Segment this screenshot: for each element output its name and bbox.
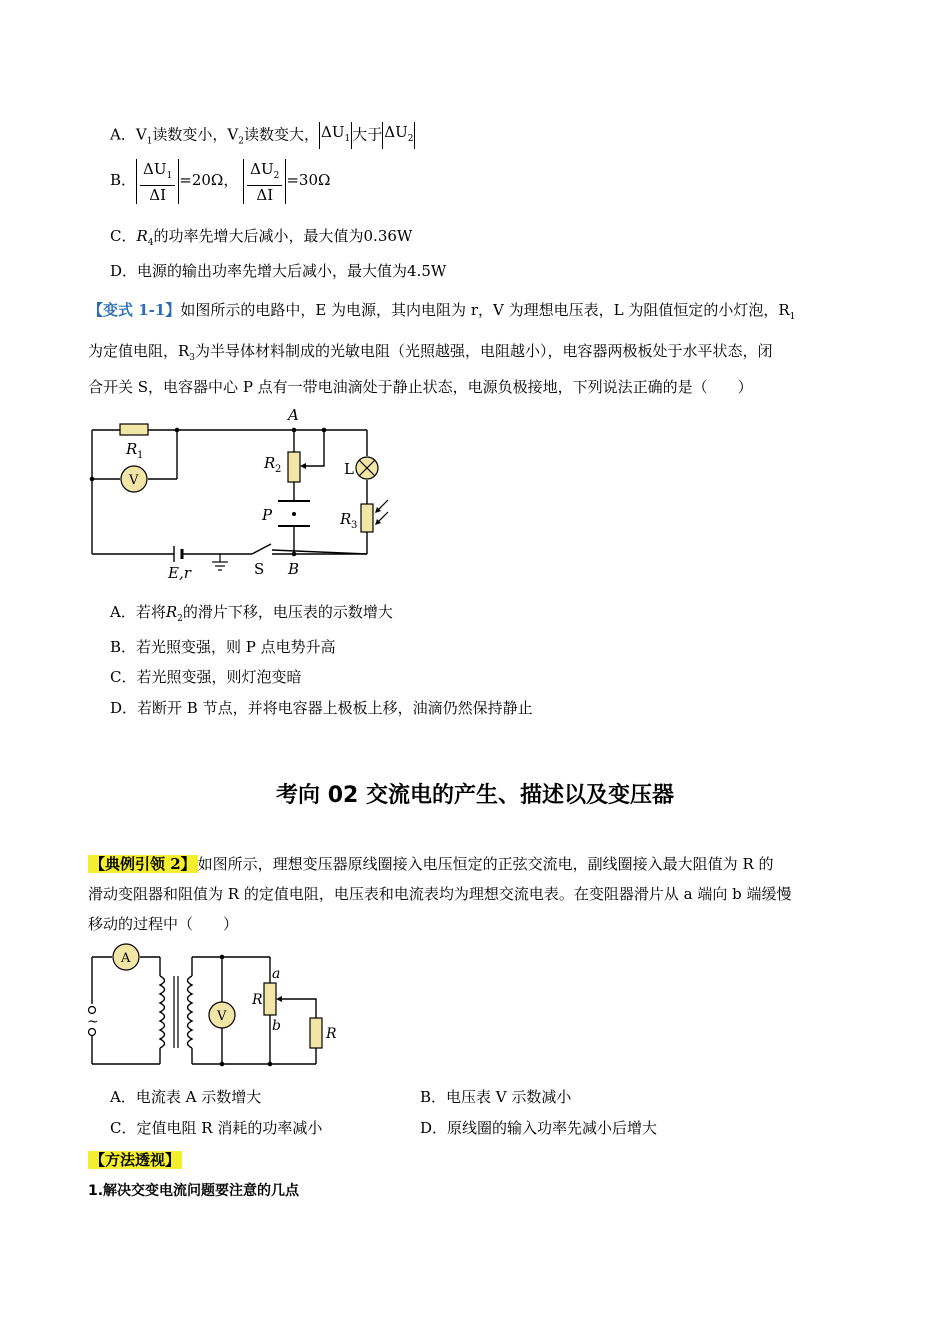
oil-drop-icon — [292, 512, 296, 516]
label-fixed-resistor: R — [326, 1026, 337, 1042]
rheostat — [264, 983, 276, 1015]
variant-line-3: 合开关 S，电容器中心 P 点有一带电油滴处于静止状态，电源负极接地，下列说法正确的是（ ） — [88, 378, 753, 396]
label-voltmeter: V — [217, 1009, 227, 1024]
label-node-b: B — [288, 560, 300, 578]
label-switch: S — [254, 560, 265, 578]
option-b: B．若光照变强，则 P 点电势升高 — [110, 638, 336, 656]
label-emf: E,r — [168, 564, 191, 580]
label-r1-sub: 1 — [137, 450, 144, 461]
label-node-a: A — [288, 406, 299, 424]
example-tag: 【典例引领 2】 — [90, 855, 196, 873]
label-lamp: L — [344, 460, 354, 478]
ground-icon — [212, 554, 228, 570]
ac-terminal-top — [89, 1007, 96, 1014]
option-c: C．若光照变强，则灯泡变暗 — [110, 668, 302, 686]
label-point-p: P — [262, 506, 273, 524]
variant-tag: 【变式 1-1】 — [88, 301, 181, 319]
option-d: D．电源的输出功率先增大后减小，最大值为4.5W — [110, 262, 447, 280]
label-rheostat: R — [252, 992, 263, 1008]
label-voltmeter: V — [129, 473, 139, 488]
variant-line-1: 【变式 1-1】如图所示的电路中，E 为电源，其内电阻为 r，V 为理想电压表，L 为阻值恒定的小灯泡，$R_1$ — [88, 301, 796, 322]
resistor-r2 — [288, 452, 300, 482]
option-d: D．若断开 B 节点，并将电容器上极板上移，油滴仍然保持静止 — [110, 699, 533, 717]
label-r3: R — [340, 510, 352, 528]
option-a: A．若将$R_2$的滑片下移，电压表的示数增大 — [110, 603, 393, 624]
label-r1: R — [126, 440, 138, 458]
circuit-diagram-1 — [82, 404, 392, 580]
method-tag: 【方法透视】 — [90, 1151, 181, 1169]
label-end-b: b — [272, 1018, 281, 1034]
label-end-a: a — [272, 966, 281, 982]
label-ac-source: ~ — [87, 1014, 99, 1030]
example-line-2: 滑动变阻器和阻值为 R 的定值电阻，电压表和电流表均为理想交流电表。在变阻器滑片从 a 端向 b 端缓慢 — [88, 885, 792, 903]
example-line-1: 【典例引领 2】 如图所示，理想变压器原线圈接入电压恒定的正弦交流电，副线圈接入最大阻值为 R 的 — [90, 855, 774, 873]
photoresistor-r3 — [361, 504, 373, 532]
option-c: C．$R_4$的功率先增大后减小，最大值为0.36W — [110, 227, 413, 248]
method-heading: 1.解决交变电流问题要注意的几点 — [88, 1183, 300, 1199]
label-r3-sub: 3 — [351, 520, 358, 531]
label-ammeter: A — [121, 951, 131, 966]
variant-line-2: 为定值电阻，$R_3$为半导体材料制成的光敏电阻（光照越强，电阻越小），电容器两极板处于水平状态，闭 — [88, 342, 773, 363]
method-tag-line — [88, 1150, 182, 1170]
option-a: A．电流表 A 示数增大 — [110, 1088, 262, 1106]
option-b: B． $\frac{\Delta U_1}{\Delta I}$ =20Ω， $\frac{\Delta U_2}{\Delta I}$ =30Ω — [110, 159, 331, 204]
option-a: A．$V_1$读数变小，$V_2$读数变大， $\Delta U_1$ 大于 $\Delta U_2$ — [110, 122, 415, 152]
resistor-r1 — [120, 424, 148, 435]
section-title: 考向 02 交流电的产生、描述以及变压器 — [276, 783, 674, 808]
option-d: D．原线圈的输入功率先减小后增大 — [420, 1119, 658, 1137]
label-r2: R — [264, 454, 276, 472]
example-line-3: 移动的过程中（ ） — [88, 915, 239, 933]
circuit-diagram-2 — [82, 940, 352, 1076]
switch-icon — [252, 544, 271, 554]
option-c: C．定值电阻 R 消耗的功率减小 — [110, 1119, 323, 1137]
option-b: B．电压表 V 示数减小 — [420, 1088, 572, 1106]
label-r2-sub: 2 — [275, 464, 282, 475]
fixed-resistor — [310, 1018, 322, 1048]
